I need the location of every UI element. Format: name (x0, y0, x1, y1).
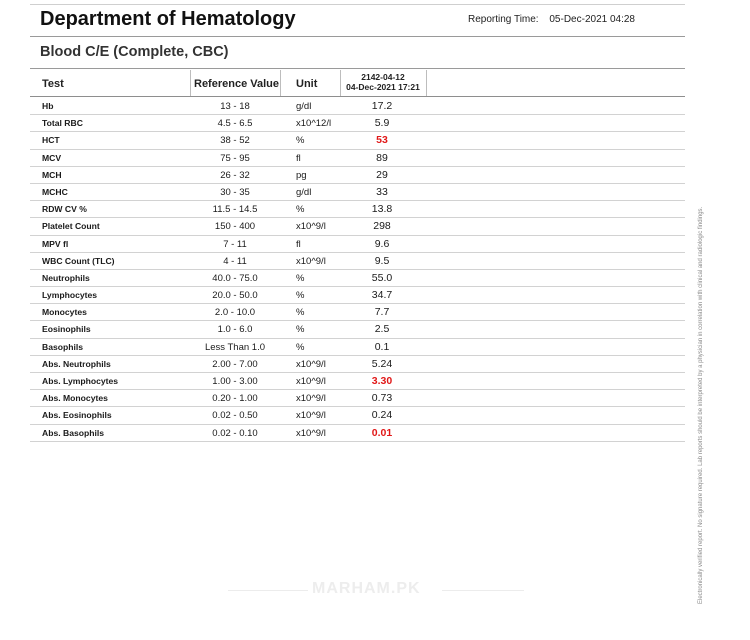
reference-value: 20.0 - 50.0 (212, 290, 258, 302)
reference-value: 38 - 52 (220, 135, 250, 147)
table-header-divider (30, 96, 685, 97)
unit: x10^9/l (296, 358, 326, 370)
header-divider (30, 36, 685, 37)
column-header-test: Test (42, 78, 64, 90)
table-row (30, 287, 685, 304)
table-row (30, 390, 685, 407)
section-divider (30, 68, 685, 69)
reference-value: 0.20 - 1.00 (212, 393, 258, 405)
unit: % (296, 307, 305, 319)
unit: x10^9/l (296, 410, 326, 422)
unit: fl (296, 152, 301, 164)
reporting-time-value: 05-Dec-2021 04:28 (549, 14, 635, 25)
unit: % (296, 135, 305, 147)
table-row (30, 339, 685, 356)
result-value: 0.01 (371, 426, 393, 439)
result-value: 3.30 (371, 375, 393, 387)
result-value: 29 (376, 168, 388, 181)
reference-value: 0.02 - 0.10 (212, 427, 258, 439)
result-value: 17.2 (371, 100, 393, 112)
result-value: 53 (376, 134, 388, 147)
reference-value: 7 - 11 (223, 238, 247, 250)
reference-value: 1.0 - 6.0 (217, 324, 253, 336)
table-row (30, 304, 685, 321)
test-name: Neutrophils (42, 272, 90, 283)
test-name: Abs. Monocytes (42, 393, 108, 404)
unit: g/dl (296, 186, 312, 198)
test-name: HCT (42, 135, 60, 146)
table-row (30, 270, 685, 287)
reference-value: 11.5 - 14.5 (212, 204, 258, 216)
table-row (30, 184, 685, 201)
unit: % (296, 204, 305, 216)
test-name: Eosinophils (42, 324, 91, 335)
result-value: 89 (376, 151, 388, 164)
unit: x10^9/l (296, 221, 326, 233)
table-row (30, 425, 685, 442)
reporting-time (468, 14, 635, 25)
column-divider (280, 70, 281, 96)
result-value: 13.8 (371, 203, 393, 216)
top-divider (30, 4, 685, 5)
table-row (30, 236, 685, 253)
test-name: Platelet Count (42, 221, 100, 232)
table-row (30, 167, 685, 184)
result-value: 5.9 (374, 117, 390, 130)
table-row (30, 132, 685, 149)
results-table (30, 98, 685, 442)
reference-value: 26 - 32 (220, 169, 250, 181)
unit: x10^9/l (296, 376, 326, 387)
reporting-time-label: Reporting Time: (468, 14, 539, 25)
unit: fl (296, 238, 301, 250)
watermark: MARHAM.PK (312, 580, 421, 597)
department-title: Department of Hematology (40, 8, 296, 30)
test-name: Monocytes (42, 307, 87, 318)
reference-value: 0.02 - 0.50 (212, 410, 258, 422)
unit: g/dl (296, 101, 312, 112)
result-value: 0.24 (371, 409, 393, 422)
column-header-date (340, 72, 426, 98)
reference-value: 4 - 11 (223, 255, 247, 267)
table-row (30, 218, 685, 235)
result-value: 33 (376, 185, 388, 198)
unit: pg (296, 169, 307, 181)
result-value: 5.24 (371, 357, 393, 370)
test-name: Total RBC (42, 118, 83, 129)
unit: x10^9/l (296, 427, 326, 439)
test-name: Abs. Basophils (42, 427, 105, 438)
watermark-line (442, 590, 524, 591)
result-value: 0.73 (371, 392, 393, 405)
test-name: Abs. Lymphocytes (42, 376, 119, 386)
test-name: MPV fl (42, 238, 69, 249)
section-title: Blood C/E (Complete, CBC) (40, 44, 229, 60)
unit: % (296, 290, 305, 302)
verification-note: Electronically verified report. No signature required. Lab reports should be interpreted by a physician in correlation with clinical and radiologic findings. (698, 206, 704, 604)
result-value: 2.5 (374, 323, 390, 336)
unit: % (296, 341, 305, 353)
column-divider (426, 70, 427, 96)
column-header-unit: Unit (296, 78, 318, 90)
test-name: Hb (42, 101, 54, 111)
watermark-line (228, 590, 308, 591)
unit: x10^9/l (296, 393, 326, 405)
result-value: 34.7 (371, 289, 393, 302)
table-row (30, 356, 685, 373)
table-row (30, 98, 685, 115)
result-value: 9.5 (374, 254, 390, 267)
unit: % (296, 324, 305, 336)
reference-value: 30 - 35 (220, 186, 250, 198)
reference-value: 150 - 400 (214, 221, 256, 233)
test-name: MCV (42, 152, 62, 163)
unit: % (296, 272, 305, 284)
unit: x10^9/l (296, 255, 326, 267)
result-value: 298 (373, 220, 391, 233)
reference-value: 75 - 95 (220, 152, 250, 164)
result-value: 55.0 (371, 271, 393, 284)
date-line-2: 04-Dec-2021 17:21 (346, 82, 420, 92)
result-value: 7.7 (374, 306, 390, 319)
test-name: Abs. Eosinophils (42, 410, 112, 421)
column-divider (190, 70, 191, 96)
test-name: WBC Count (TLC) (42, 255, 115, 266)
result-value: 0.1 (374, 340, 390, 353)
reference-value: 2.0 - 10.0 (214, 307, 256, 319)
test-name: MCH (42, 169, 62, 180)
unit: x10^12/l (296, 118, 332, 130)
table-row (30, 253, 685, 270)
table-row (30, 201, 685, 218)
table-row (30, 115, 685, 132)
result-value: 9.6 (374, 237, 390, 250)
reference-value: 2.00 - 7.00 (212, 358, 258, 370)
test-name: RDW CV % (42, 204, 87, 215)
reference-value: 1.00 - 3.00 (212, 376, 258, 387)
test-name: MCHC (42, 186, 68, 197)
test-name: Lymphocytes (42, 290, 98, 301)
table-row (30, 407, 685, 424)
table-row (30, 321, 685, 338)
table-row (30, 150, 685, 167)
reference-value: 40.0 - 75.0 (212, 272, 258, 284)
test-name: Abs. Neutrophils (42, 358, 111, 369)
reference-value: Less Than 1.0 (204, 341, 266, 353)
column-header-reference: Reference Value (194, 78, 279, 90)
date-line-1: 2142-04-12 (361, 72, 405, 82)
reference-value: 13 - 18 (220, 101, 250, 112)
table-row (30, 373, 685, 390)
reference-value: 4.5 - 6.5 (217, 118, 253, 130)
test-name: Basophils (42, 341, 84, 352)
